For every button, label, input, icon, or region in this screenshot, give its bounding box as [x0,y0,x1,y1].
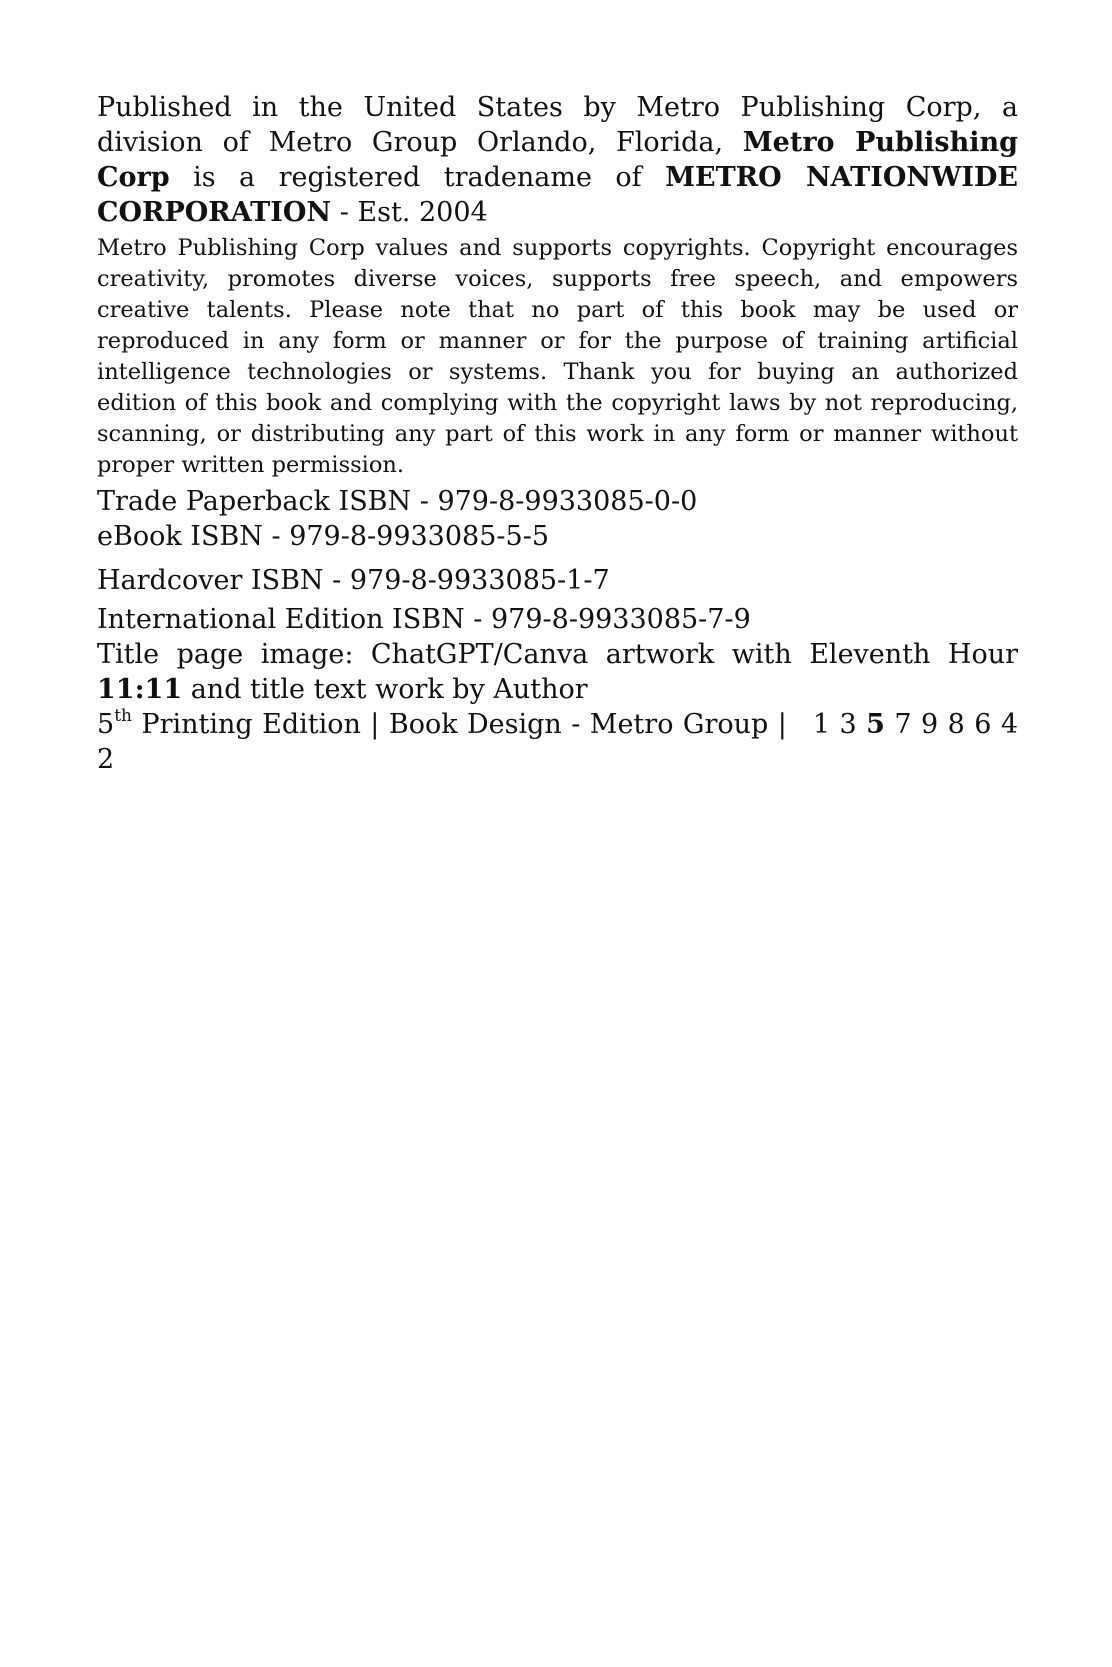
printing-text: Printing Edition | Book Design - Metro Group | [131,709,787,740]
printing-line [97,707,1018,777]
title-image-credit-text: Title page image: ChatGPT/Canva artwork with Eleventh Hour [97,639,1018,670]
publisher-text-middle: is a registered tradename of [169,162,666,193]
isbn-international: International Edition ISBN - 979-8-9933085-7-9 [97,604,751,635]
printing-sequence-current: 5 [866,709,885,740]
title-image-credit [97,637,1018,707]
printing-sequence-after: 7 9 8 6 4 2 [97,709,1018,775]
isbn-ebook: eBook ISBN - 979-8-9933085-5-5 [97,521,549,552]
publisher-paragraph [97,90,1018,230]
edition-number: 5 [97,709,115,740]
title-image-credit-bold: 11:11 [97,674,183,705]
isbn-hardcover: Hardcover ISBN - 979-8-9933085-1-7 [97,565,610,596]
publisher-text: Published in the United States by Metro Publishing Corp, a division of Metro Group Orlando, Florida, [97,92,1018,158]
corporation-name: METRO NATIONWIDE CORPORATION [97,162,1018,228]
title-image-credit-text-end: and title text work by Author [182,674,588,705]
edition-suffix: th [114,706,132,726]
copyright-page [97,90,1018,777]
isbn-trade-paperback: Trade Paperback ISBN - 979-8-9933085-0-0 [97,486,698,517]
publisher-established: - Est. 2004 [331,197,488,228]
printing-sequence-before: 1 3 [812,709,867,740]
publisher-brand: Metro Publishing Corp [97,127,1018,193]
copyright-notice: Metro Publishing Corp values and supports copyrights. Copyright encourages creativity, promotes diverse voices, supports free speech, and empowers creative talents. Please note that no part of this book may be used or reproduced in any form or manner or for the purpose of training artificial intelligence technologies or systems. Thank you for buying an authorized edition of this book and complying with the copyright laws by not reproducing, scanning, or distributing any part of this work in any form or manner without proper written permission. [97,235,1018,478]
